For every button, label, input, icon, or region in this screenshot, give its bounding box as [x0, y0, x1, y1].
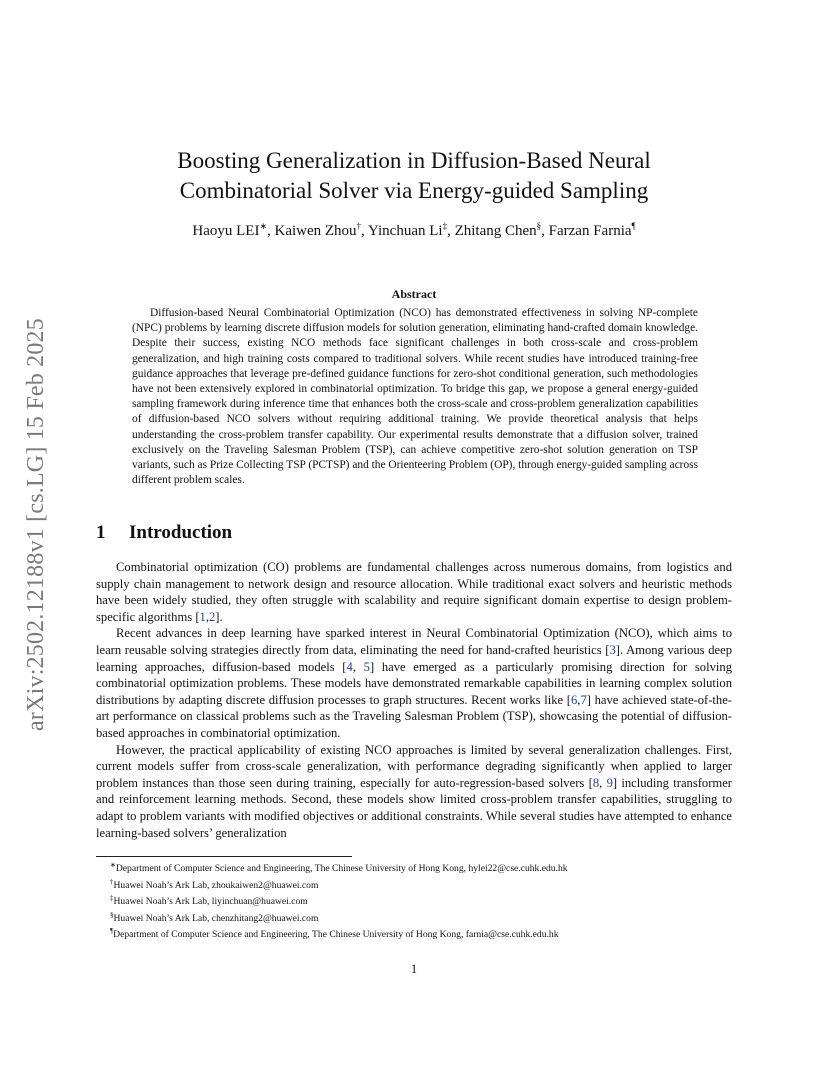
paragraph-text: , [599, 775, 607, 790]
abstract-heading: Abstract [391, 287, 437, 301]
citation-link[interactable]: 5 [363, 659, 370, 674]
paragraph-text: ]. [215, 609, 223, 624]
section-title: Introduction [129, 522, 233, 543]
footnote [96, 876, 736, 893]
footnote-mark: § [110, 910, 114, 919]
paragraph-text: ] have emerged as a particularly promising direction for solving combinatorial optimization problems. These models have demonstrated remarkable capabilities in learning complex solution distributions by adapting discrete diffusion processes to graph structures. Recent works like [ [96, 659, 732, 707]
paragraph-text: , [352, 659, 364, 674]
citation-link[interactable]: 1 [199, 609, 206, 624]
footnote-text: Huawei Noah’s Ark Lab, zhoukaiwen2@huawei.com [113, 879, 319, 891]
title-line-2: Combinatorial Solver via Energy-guided Sampling [179, 178, 649, 203]
footnote-mark: ∗ [110, 861, 116, 869]
footnote [96, 925, 736, 942]
paper-title [96, 146, 732, 206]
citation-link[interactable]: 8 [592, 775, 600, 790]
paragraph-text: ] including transformer and reinforcement learning methods. Second, these models show limited cross-problem transfer capabilities, struggling to adapt to problem variants with modified objectives or additional constraints. While several studies have attempted to enhance learning-based solvers’ generalization [96, 775, 733, 840]
paragraph-text: Combinatorial optimization (CO) problems are fundamental challenges across numerous domains, from logistics and supply chain management to network design and resource allocation. While traditional exact solvers and heuristic methods have been widely studied, they often struggle with scalability and require significant domain expertise to design problem-specific algorithms [ [96, 560, 732, 624]
author-mark: ‡ [442, 221, 448, 231]
author-mark: ∗ [259, 221, 267, 231]
author-name: Kaiwen Zhou [274, 223, 357, 239]
citation-link[interactable]: 6 [571, 692, 578, 707]
author-mark: ¶ [631, 221, 636, 231]
paragraph-text: However, the practical applicability of existing NCO approaches is limited by several generalization challenges. First, current models suffer from cross-scale generalization, with performance degrading significantly when applied to larger problem instances than those seen during training, especially for auto-regression-based solvers [ [96, 742, 732, 790]
arxiv-side-stamp [16, 290, 56, 758]
section-heading [96, 522, 232, 544]
footnote [96, 859, 736, 876]
citation-link[interactable]: 4 [346, 659, 353, 674]
arxiv-identifier: arXiv:2502.12188v1 [cs.LG] 15 Feb 2025 [22, 317, 49, 731]
page-number: 1 [410, 962, 418, 976]
citation-link[interactable]: 2 [208, 609, 216, 624]
paragraph-text: Recent advances in deep learning have sparked interest in Neural Combinatorial Optimization (NCO), which aims to learn reusable solving strategies directly from data, eliminating the need for hand-crafted heuristics [ [96, 626, 732, 657]
author-name: Yinchuan Li [368, 223, 443, 239]
citation-link[interactable]: 7 [580, 692, 587, 707]
author-name: Zhitang Chen [454, 223, 537, 239]
footnote-divider [96, 856, 352, 857]
paragraph-text: ]. Among various deep learning approaches, diffusion-based models [ [96, 642, 732, 674]
author-mark: § [536, 221, 542, 231]
footnote [96, 892, 736, 909]
footnote [96, 909, 736, 926]
author-name: Farzan Farnia [548, 223, 632, 239]
footnote-text: Huawei Noah’s Ark Lab, liyinchuan@huawei.com [113, 896, 308, 908]
paragraph-text: , [577, 692, 581, 707]
footnote-text: Department of Computer Science and Engineering, The Chinese University of Hong Kong, farnia@cse.cuhk.edu.hk [113, 929, 559, 941]
author-list: Haoyu LEI∗, Kaiwen Zhou†, Yinchuan Li‡, Zhitang Chen§, Farzan Farnia¶ [192, 221, 636, 239]
footnote-text: Huawei Noah’s Ark Lab, chenzhitang2@huawei.com [113, 912, 319, 924]
introduction-body [96, 559, 732, 841]
footnote-text: Department of Computer Science and Engineering, The Chinese University of Hong Kong, hylei22@cse.cuhk.edu.hk [115, 863, 568, 875]
footnote-mark: ‡ [110, 894, 114, 903]
footnote-mark: ¶ [110, 927, 114, 936]
title-line-1: Boosting Generalization in Diffusion-Based Neural [177, 148, 651, 173]
section-number: 1 [96, 522, 106, 543]
citation-link[interactable]: 3 [609, 642, 616, 657]
paragraph [96, 559, 732, 625]
paragraph [96, 625, 732, 741]
paragraph [96, 742, 732, 842]
abstract-text: Diffusion-based Neural Combinatorial Optimization (NCO) has demonstrated effectiveness in solving NP-complete (NPC) problems by learning discrete diffusion models for solution generation, eliminating hand-crafted domain knowledge. Despite their success, existing NCO methods face significant challenges in both cross-scale and cross-problem generalization, and high training costs compared to traditional solvers. While recent studies have introduced training-free guidance approaches that leverage pre-defined guidance functions for zero-shot conditional generation, such methodologies have not been extensively explored in combinatorial optimization. To bridge this gap, we propose a general energy-guided sampling framework during inference time that enhances both the cross-scale and cross-problem generalization capabilities of diffusion-based NCO solvers without requiring additional training. We provide theoretical analysis that helps understanding the cross-problem transfer capability. Our experimental results demonstrate that a diffusion solver, trained exclusively on the Traveling Salesman Problem (TSP), can achieve competitive zero-shot solution generation on TSP variants, such as Prize Collecting TSP (PCTSP) and the Orienteering Problem (OP), through energy-guided sampling across different problem scales. [132, 307, 698, 487]
author-name: Haoyu LEI [192, 223, 260, 239]
footnote-mark: † [110, 877, 114, 886]
paragraph-text: ] have achieved state-of-the-art performance on classical problems such as the Traveling Salesman Problem (TSP), showcasing the potential of diffusion-based approaches in combinatorial optimization. [96, 692, 732, 740]
author-mark: † [356, 221, 362, 231]
citation-link[interactable]: 9 [606, 775, 613, 790]
paragraph-text: , [205, 609, 209, 624]
footnotes [96, 859, 736, 942]
